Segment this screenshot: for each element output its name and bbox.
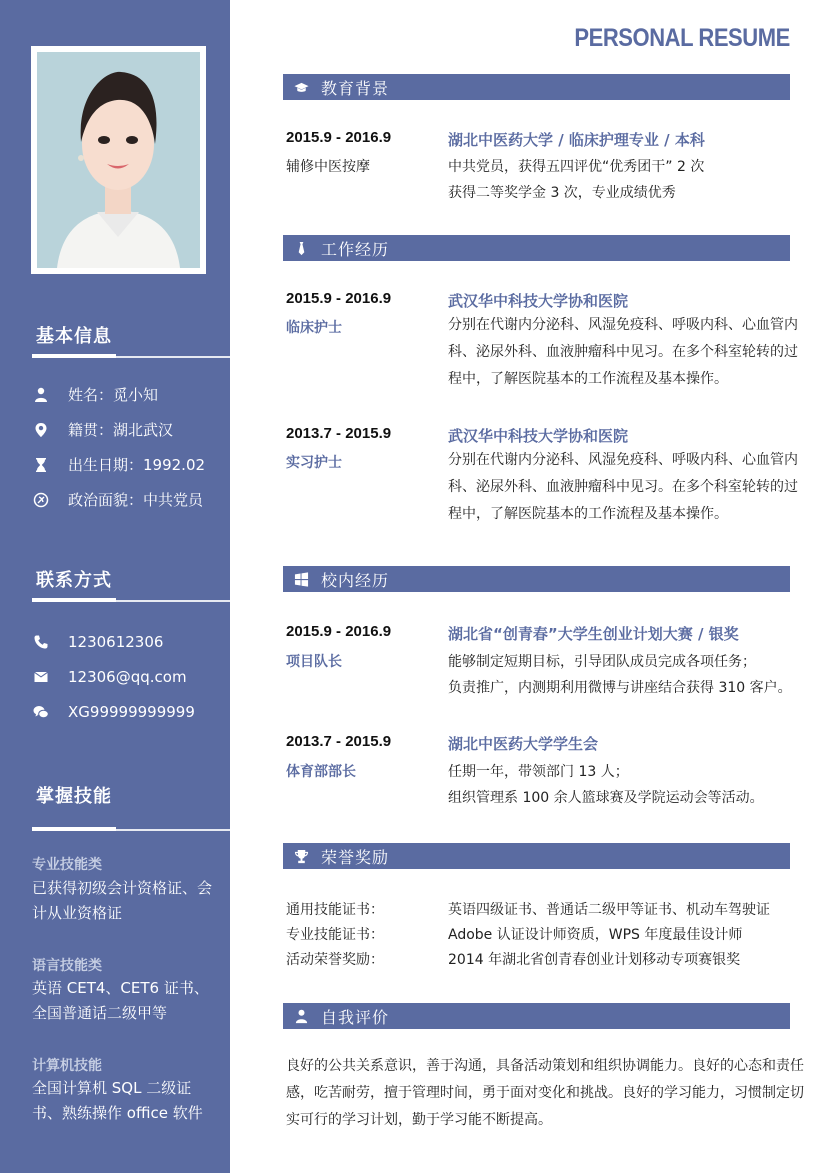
page-title: PERSONAL RESUME: [574, 24, 790, 52]
necktie-icon: [287, 235, 315, 261]
honors-section-bar: [283, 843, 790, 869]
campus-line: 负责推广，内测期利用微博与讲座结合获得 310 客户。: [448, 680, 792, 696]
windows-icon: [287, 566, 315, 592]
contact-phone: 1230612306: [32, 633, 163, 651]
party-badge-icon: [32, 491, 50, 509]
graduation-cap-icon: [287, 74, 315, 100]
section-heading: 自我评价: [321, 1007, 390, 1027]
honor-value: 2014 年湖北省创青春创业计划移动专项赛银奖: [448, 952, 741, 968]
contact-wechat: XG99999999999: [32, 703, 195, 721]
work-desc: 分别在代谢内分泌科、风湿免疫科、呼吸内科、心血管内科、泌尿外科、血液肿瘤科中见习。在多个科室轮转的过程中，了解医院基本的工作流程及基本操作。: [448, 317, 798, 387]
section-heading: 荣誉奖励: [321, 847, 390, 867]
education-section-bar: [283, 74, 790, 100]
info-name: 姓名：觅小知: [32, 384, 158, 405]
work-section-bar: [283, 235, 790, 261]
edu-line: 获得二等奖学金 3 次，专业成绩优秀: [448, 185, 676, 201]
campus-role: 体育部部长: [286, 764, 356, 780]
basic-info-rule: [32, 356, 230, 358]
edu-school: 湖北中医药大学 / 临床护理专业 / 本科: [448, 131, 705, 149]
skills-heading: 掌握技能: [36, 786, 112, 807]
wechat-icon: [32, 703, 50, 721]
photo-frame: [31, 46, 206, 274]
work-org: 武汉华中科技大学协和医院: [448, 427, 629, 445]
info-hometown: 籍贯：湖北武汉: [32, 419, 173, 440]
skill-text: 全国计算机 SQL 二级证书、熟练操作 office 软件: [32, 1079, 203, 1122]
honor-label: 活动荣誉奖励：: [286, 952, 384, 968]
basic-info-heading: 基本信息: [36, 326, 112, 347]
hourglass-icon: [32, 456, 50, 474]
location-pin-icon: [32, 421, 50, 439]
skill-text: 英语 CET4、CET6 证书、全国普通话二级甲等: [32, 979, 209, 1022]
contact-email: 12306@qq.com: [32, 668, 187, 686]
portrait-photo: [37, 52, 200, 268]
campus-line: 能够制定短期目标，引导团队成员完成各项任务；: [448, 654, 756, 670]
edu-line: 中共党员，获得五四评优“优秀团干” 2 次: [448, 159, 705, 175]
contact-heading: 联系方式: [36, 570, 112, 591]
person-icon: [287, 1003, 315, 1029]
skill-category: 专业技能类: [32, 857, 102, 873]
info-birth: 出生日期：1992.02: [32, 454, 205, 475]
campus-role: 项目队长: [286, 654, 342, 670]
skill-text: 已获得初级会计资格证、会计从业资格证: [32, 879, 213, 922]
work-org: 武汉华中科技大学协和医院: [448, 292, 629, 310]
work-desc: 分别在代谢内分泌科、风湿免疫科、呼吸内科、心血管内科、泌尿外科、血液肿瘤科中见习。在多个科室轮转的过程中，了解医院基本的工作流程及基本操作。: [448, 452, 798, 522]
honor-label: 通用技能证书：: [286, 902, 384, 918]
campus-org: 湖北省“创青春”大学生创业计划大赛 / 银奖: [448, 625, 739, 643]
trophy-icon: [287, 843, 315, 869]
skills-rule: [32, 829, 230, 831]
skill-category: 语言技能类: [32, 958, 102, 974]
sidebar: [0, 0, 230, 1173]
honor-label: 专业技能证书：: [286, 927, 384, 943]
info-political: 政治面貌：中共党员: [32, 489, 203, 510]
skill-category: 计算机技能: [32, 1058, 102, 1074]
work-date: 2015.9 - 2016.9: [286, 290, 392, 307]
edu-minor: 辅修中医按摩: [286, 159, 370, 175]
contact-rule: [32, 600, 230, 602]
edu-date: 2015.9 - 2016.9: [286, 129, 392, 146]
campus-line: 组织管理系 100 余人篮球赛及学院运动会等活动。: [448, 790, 764, 806]
campus-date: 2013.7 - 2015.9: [286, 733, 392, 750]
honor-value: 英语四级证书、普通话二级甲等证书、机动车驾驶证: [448, 902, 770, 918]
campus-date: 2015.9 - 2016.9: [286, 623, 392, 640]
work-role: 临床护士: [286, 320, 342, 336]
person-icon: [32, 386, 50, 404]
section-heading: 教育背景: [321, 78, 390, 98]
self-eval-text: 良好的公共关系意识，善于沟通，具备活动策划和组织协调能力。良好的心态和责任感，吃苦耐劳，擅于管理时间，勇于面对变化和挑战。良好的学习能力，习惯制定切实可行的学习计划，勤于学习能不断提高。: [286, 1058, 804, 1128]
self-eval-section-bar: [283, 1003, 790, 1029]
honor-value: Adobe 认证设计师资质，WPS 年度最佳设计师: [448, 927, 743, 943]
work-role: 实习护士: [286, 455, 342, 471]
campus-section-bar: [283, 566, 790, 592]
campus-line: 任期一年，带领部门 13 人；: [448, 764, 629, 780]
mail-icon: [32, 668, 50, 686]
phone-icon: [32, 633, 50, 651]
section-heading: 工作经历: [321, 239, 390, 259]
section-heading: 校内经历: [321, 570, 390, 590]
campus-org: 湖北中医药大学学生会: [448, 735, 599, 753]
work-date: 2013.7 - 2015.9: [286, 425, 392, 442]
